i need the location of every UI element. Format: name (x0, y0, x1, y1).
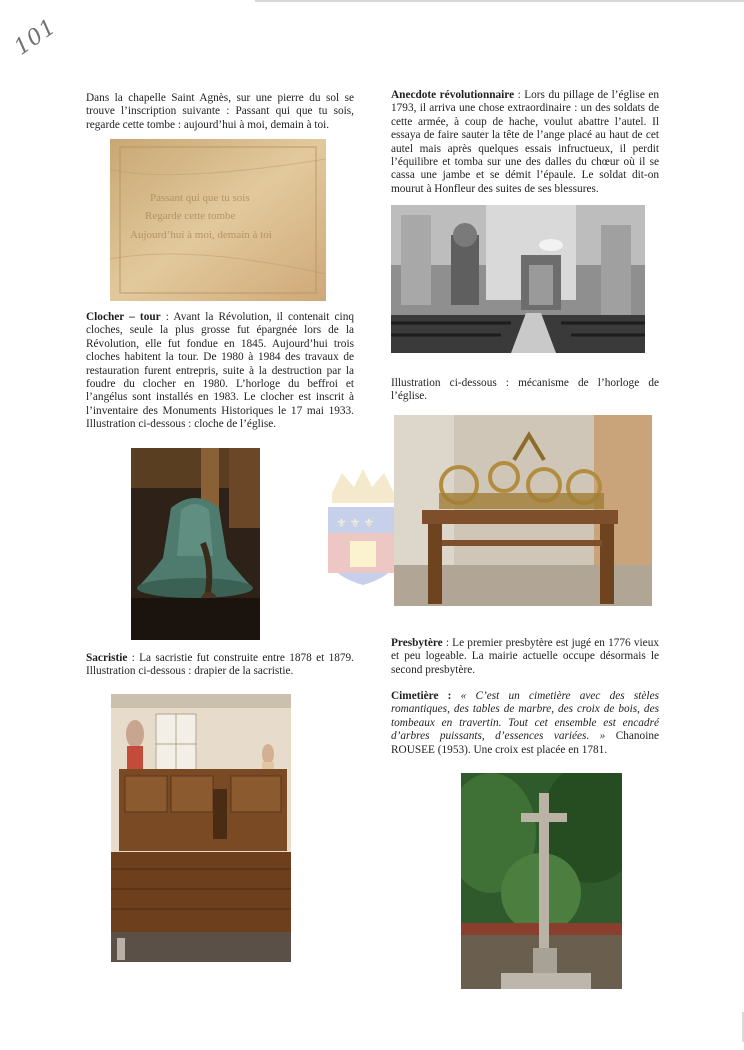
sacristie-heading: Sacristie (86, 652, 128, 664)
cimetiere-heading: Cimetière (391, 690, 439, 702)
clocher-text: : Avant la Révolution, il contenait cinq cloches, seule la plus grosse fut épargnée lors de la Révolution, elle fut fondue en 1845. Aujourd’hui trois cloches habitent la tour. De 1980 à 1984 des travaux de restauration furent entrepris, suite à la destruction par la foudre du clocher en 1980. L’horloge du beffroi et l’angélus sont installés en 1983. Le clocher est inscrit à l’inventaire des Monuments Historiques le 17 mai 1933. Illustration ci-dessous : cloche de l’église. (86, 311, 354, 431)
anecdote-paragraph (391, 89, 659, 196)
cimetiere-text: Chanoine ROUSEE (1953). Une croix est placée en 1781. (391, 730, 659, 756)
church-bell-photo (131, 448, 260, 640)
anecdote-heading: Anecdote révolutionnaire (391, 89, 515, 101)
cemetery-cross-photo (461, 773, 622, 989)
clock-mechanism-photo (394, 415, 652, 606)
intro-text: Dans la chapelle Saint Agnès, sur une pierre du sol se trouve l’inscription suivante : Passant qui que tu sois, regarde cette tombe : aujourd’hui à moi, demain à toi. (86, 92, 354, 131)
coat-of-arms-watermark (322, 463, 404, 588)
cimetiere-paragraph: Cimetière : « C’est un cimetière avec des stèles romantiques, des tables de marbre, des croix de bois, des tombeaux en travertin. Tout cet ensemble est encadré d’arbres puissants, d’essences variées. » Chanoine ROUSEE (1953). Une croix est placée en 1781. (391, 690, 659, 756)
handwritten-page-number: 101 (10, 14, 62, 61)
inscription-line-2: Regarde cette tombe (145, 210, 236, 222)
presbytere-heading: Presbytère (391, 637, 443, 649)
horloge-text: Illustration ci-dessous : mécanisme de l’horloge de l’église. (391, 377, 659, 403)
horloge-caption (391, 377, 659, 404)
sacristy-cabinet-photo (111, 694, 291, 962)
cimetiere-quote: « C’est un cimetière avec des stèles romantiques, des tables de marbre, des croix de bois, des tombeaux en travertin. Tout cet ensemble est encadré d’arbres puissants, d’essences variées. » (391, 690, 659, 743)
presbytere-text: : Le premier presbytère est jugé en 1776 vieux et peu logeable. La mairie actuelle occupe désormais le second presbytère. (391, 637, 659, 676)
clocher-heading: Clocher – tour (86, 311, 161, 323)
anecdote-text: : Lors du pillage de l’église en 1793, il arriva une chose extraordinaire : un des soldats de cette armée, à coup de hache, voulut abattre l’autel. Il essaya de faire sauter la tête de l’ange placé au haut de cet autel mais après quelques essais infructueux, il perdit l’équilibre et tomba sur une des dalles du chœur où il se cassa une jambe et se démit l’épaule. Le soldat dit-on mourut à Honfleur des suites de ses blessures. (391, 89, 659, 195)
intro-paragraph (86, 92, 354, 132)
svg-text:⚜ ⚜ ⚜: ⚜ ⚜ ⚜ (336, 516, 375, 530)
stone-inscription-photo (110, 139, 326, 301)
sacristie-paragraph (86, 652, 354, 679)
top-edge-rule (255, 0, 744, 2)
presbytere-paragraph (391, 637, 659, 677)
sacristie-text: : La sacristie fut construite entre 1878 et 1879. Illustration ci-dessous : drapier de la sacristie. (86, 652, 354, 678)
church-interior-photo (391, 205, 645, 353)
inscription-line-1: Passant qui que tu sois (150, 192, 250, 204)
inscription-line-3: Aujourd’hui à moi, demain à toi (130, 229, 272, 241)
clocher-paragraph (86, 311, 354, 432)
